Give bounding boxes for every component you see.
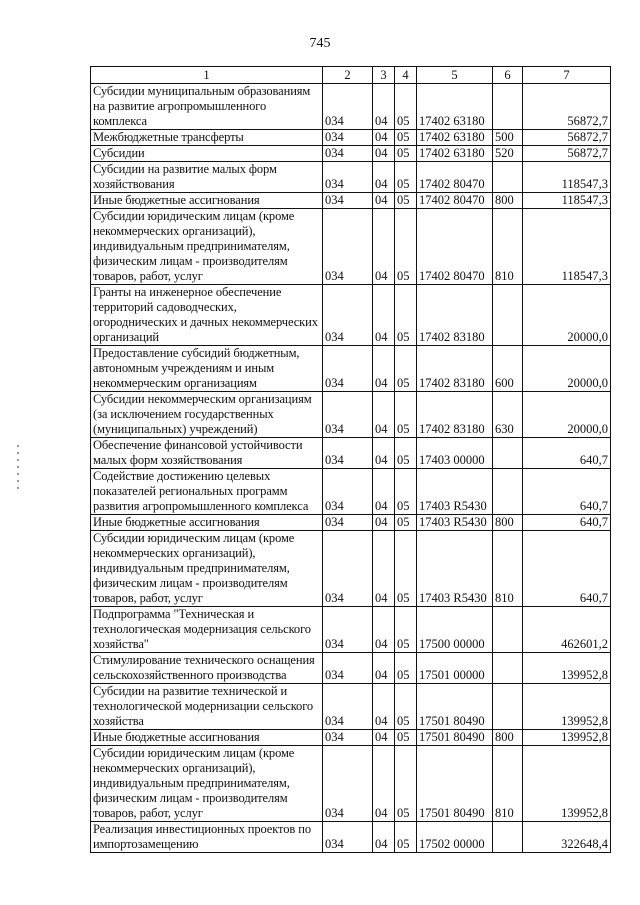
- scan-marks: [14, 440, 24, 510]
- section-code: 04: [373, 162, 395, 193]
- table-row: [91, 285, 611, 346]
- subsection-code: 05: [395, 146, 417, 162]
- amount: 118547,3: [523, 209, 611, 285]
- subsection-code: 05: [395, 531, 417, 607]
- section-code: 04: [373, 130, 395, 146]
- row-name: Содействие достижению целевых показателей региональных программ развития агропромышленного комплекса: [91, 469, 323, 515]
- ministry-code: 034: [323, 162, 373, 193]
- table-row: [91, 822, 611, 853]
- ministry-code: 034: [323, 146, 373, 162]
- table-row: [91, 469, 611, 515]
- subsection-code: 05: [395, 684, 417, 730]
- row-name: Иные бюджетные ассигнования: [91, 515, 323, 531]
- subsection-code: 05: [395, 469, 417, 515]
- header-cell: 6: [493, 67, 523, 84]
- table-row: [91, 531, 611, 607]
- amount: 56872,7: [523, 84, 611, 130]
- budget-table: [90, 66, 611, 853]
- expense-type: [493, 684, 523, 730]
- row-name: Межбюджетные трансферты: [91, 130, 323, 146]
- target-article: 17501 80490: [417, 730, 493, 746]
- ministry-code: 034: [323, 193, 373, 209]
- row-name: Обеспечение финансовой устойчивости малых форм хозяйствования: [91, 438, 323, 469]
- header-row: [91, 67, 611, 84]
- section-code: 04: [373, 531, 395, 607]
- ministry-code: 034: [323, 285, 373, 346]
- amount: 322648,4: [523, 822, 611, 853]
- table-row: [91, 346, 611, 392]
- table-row: [91, 130, 611, 146]
- section-code: 04: [373, 469, 395, 515]
- header-cell: 7: [523, 67, 611, 84]
- row-name: Субсидии некоммерческим организациям (за исключением государственных (муниципальных) учреждений): [91, 392, 323, 438]
- ministry-code: 034: [323, 438, 373, 469]
- target-article: 17402 83180: [417, 285, 493, 346]
- expense-type: 600: [493, 346, 523, 392]
- amount: 139952,8: [523, 653, 611, 684]
- expense-type: 520: [493, 146, 523, 162]
- section-code: 04: [373, 438, 395, 469]
- target-article: 17402 63180: [417, 130, 493, 146]
- table-row: [91, 607, 611, 653]
- row-name: Иные бюджетные ассигнования: [91, 730, 323, 746]
- section-code: 04: [373, 653, 395, 684]
- subsection-code: 05: [395, 607, 417, 653]
- row-name: Предоставление субсидий бюджетным, автономным учреждениям и иным некоммерческим организациям: [91, 346, 323, 392]
- table-row: [91, 162, 611, 193]
- section-code: 04: [373, 285, 395, 346]
- row-name: Подпрограмма "Техническая и технологическая модернизация сельского хозяйства": [91, 607, 323, 653]
- ministry-code: 034: [323, 130, 373, 146]
- expense-type: 800: [493, 515, 523, 531]
- expense-type: [493, 469, 523, 515]
- amount: 20000,0: [523, 392, 611, 438]
- ministry-code: 034: [323, 515, 373, 531]
- amount: 640,7: [523, 469, 611, 515]
- ministry-code: 034: [323, 346, 373, 392]
- expense-type: 810: [493, 746, 523, 822]
- subsection-code: 05: [395, 193, 417, 209]
- table-row: [91, 730, 611, 746]
- section-code: 04: [373, 607, 395, 653]
- section-code: 04: [373, 515, 395, 531]
- section-code: 04: [373, 822, 395, 853]
- expense-type: [493, 653, 523, 684]
- row-name: Субсидии на развитие технической и технологической модернизации сельского хозяйства: [91, 684, 323, 730]
- row-name: Субсидии юридическим лицам (кроме некоммерческих организаций), индивидуальным предпринимателям, физическим лицам - производителям товаров, работ, услуг: [91, 746, 323, 822]
- row-name: Субсидии юридическим лицам (кроме некоммерческих организаций), индивидуальным предпринимателям, физическим лицам - производителям товаров, работ, услуг: [91, 209, 323, 285]
- expense-type: 500: [493, 130, 523, 146]
- section-code: 04: [373, 684, 395, 730]
- ministry-code: 034: [323, 84, 373, 130]
- ministry-code: 034: [323, 822, 373, 853]
- section-code: 04: [373, 209, 395, 285]
- target-article: 17402 80470: [417, 162, 493, 193]
- target-article: 17403 R5430: [417, 515, 493, 531]
- expense-type: [493, 438, 523, 469]
- expense-type: 810: [493, 209, 523, 285]
- amount: 56872,7: [523, 146, 611, 162]
- section-code: 04: [373, 84, 395, 130]
- subsection-code: 05: [395, 515, 417, 531]
- section-code: 04: [373, 146, 395, 162]
- target-article: 17403 R5430: [417, 469, 493, 515]
- table-row: [91, 746, 611, 822]
- amount: 640,7: [523, 438, 611, 469]
- target-article: 17500 00000: [417, 607, 493, 653]
- amount: 56872,7: [523, 130, 611, 146]
- row-name: Субсидии на развитие малых форм хозяйствования: [91, 162, 323, 193]
- expense-type: [493, 607, 523, 653]
- target-article: 17501 80490: [417, 746, 493, 822]
- expense-type: 800: [493, 193, 523, 209]
- expense-type: 800: [493, 730, 523, 746]
- amount: 118547,3: [523, 162, 611, 193]
- section-code: 04: [373, 193, 395, 209]
- subsection-code: 05: [395, 209, 417, 285]
- expense-type: [493, 285, 523, 346]
- ministry-code: 034: [323, 469, 373, 515]
- row-name: Реализация инвестиционных проектов по импортозамещению: [91, 822, 323, 853]
- expense-type: [493, 822, 523, 853]
- amount: 462601,2: [523, 607, 611, 653]
- ministry-code: 034: [323, 730, 373, 746]
- table-row: [91, 146, 611, 162]
- ministry-code: 034: [323, 684, 373, 730]
- target-article: 17402 63180: [417, 146, 493, 162]
- target-article: 17501 00000: [417, 653, 493, 684]
- section-code: 04: [373, 746, 395, 822]
- row-name: Стимулирование технического оснащения сельскохозяйственного производства: [91, 653, 323, 684]
- row-name: Субсидии муниципальным образованиям на развитие агропромышленного комплекса: [91, 84, 323, 130]
- amount: 139952,8: [523, 746, 611, 822]
- target-article: 17402 83180: [417, 346, 493, 392]
- amount: 118547,3: [523, 193, 611, 209]
- table-row: [91, 438, 611, 469]
- header-cell: 5: [417, 67, 493, 84]
- amount: 139952,8: [523, 684, 611, 730]
- table-row: [91, 84, 611, 130]
- row-name: Иные бюджетные ассигнования: [91, 193, 323, 209]
- target-article: 17402 80470: [417, 209, 493, 285]
- subsection-code: 05: [395, 730, 417, 746]
- ministry-code: 034: [323, 531, 373, 607]
- table-row: [91, 515, 611, 531]
- table-row: [91, 684, 611, 730]
- subsection-code: 05: [395, 130, 417, 146]
- row-name: Субсидии: [91, 146, 323, 162]
- header-cell: 2: [323, 67, 373, 84]
- page-number: 745: [309, 36, 331, 51]
- expense-type: [493, 84, 523, 130]
- ministry-code: 034: [323, 209, 373, 285]
- subsection-code: 05: [395, 822, 417, 853]
- target-article: 17403 R5430: [417, 531, 493, 607]
- header-cell: 1: [91, 67, 323, 84]
- target-article: 17402 80470: [417, 193, 493, 209]
- target-article: 17402 83180: [417, 392, 493, 438]
- subsection-code: 05: [395, 653, 417, 684]
- row-name: Гранты на инженерное обеспечение территорий садоводческих, огороднических и дачных некоммерческих организаций: [91, 285, 323, 346]
- ministry-code: 034: [323, 653, 373, 684]
- amount: 640,7: [523, 531, 611, 607]
- section-code: 04: [373, 346, 395, 392]
- table-row: [91, 653, 611, 684]
- section-code: 04: [373, 730, 395, 746]
- subsection-code: 05: [395, 746, 417, 822]
- subsection-code: 05: [395, 285, 417, 346]
- table-row: [91, 193, 611, 209]
- subsection-code: 05: [395, 438, 417, 469]
- amount: 139952,8: [523, 730, 611, 746]
- expense-type: 630: [493, 392, 523, 438]
- target-article: 17501 80490: [417, 684, 493, 730]
- section-code: 04: [373, 392, 395, 438]
- ministry-code: 034: [323, 607, 373, 653]
- subsection-code: 05: [395, 392, 417, 438]
- ministry-code: 034: [323, 746, 373, 822]
- ministry-code: 034: [323, 392, 373, 438]
- target-article: 17403 00000: [417, 438, 493, 469]
- header-cell: 3: [373, 67, 395, 84]
- expense-type: [493, 162, 523, 193]
- target-article: 17402 63180: [417, 84, 493, 130]
- amount: 20000,0: [523, 346, 611, 392]
- row-name: Субсидии юридическим лицам (кроме некоммерческих организаций), индивидуальным предпринимателям, физическим лицам - производителям товаров, работ, услуг: [91, 531, 323, 607]
- amount: 640,7: [523, 515, 611, 531]
- subsection-code: 05: [395, 162, 417, 193]
- subsection-code: 05: [395, 346, 417, 392]
- subsection-code: 05: [395, 84, 417, 130]
- table-row: [91, 209, 611, 285]
- target-article: 17502 00000: [417, 822, 493, 853]
- amount: 20000,0: [523, 285, 611, 346]
- header-cell: 4: [395, 67, 417, 84]
- expense-type: 810: [493, 531, 523, 607]
- table-row: [91, 392, 611, 438]
